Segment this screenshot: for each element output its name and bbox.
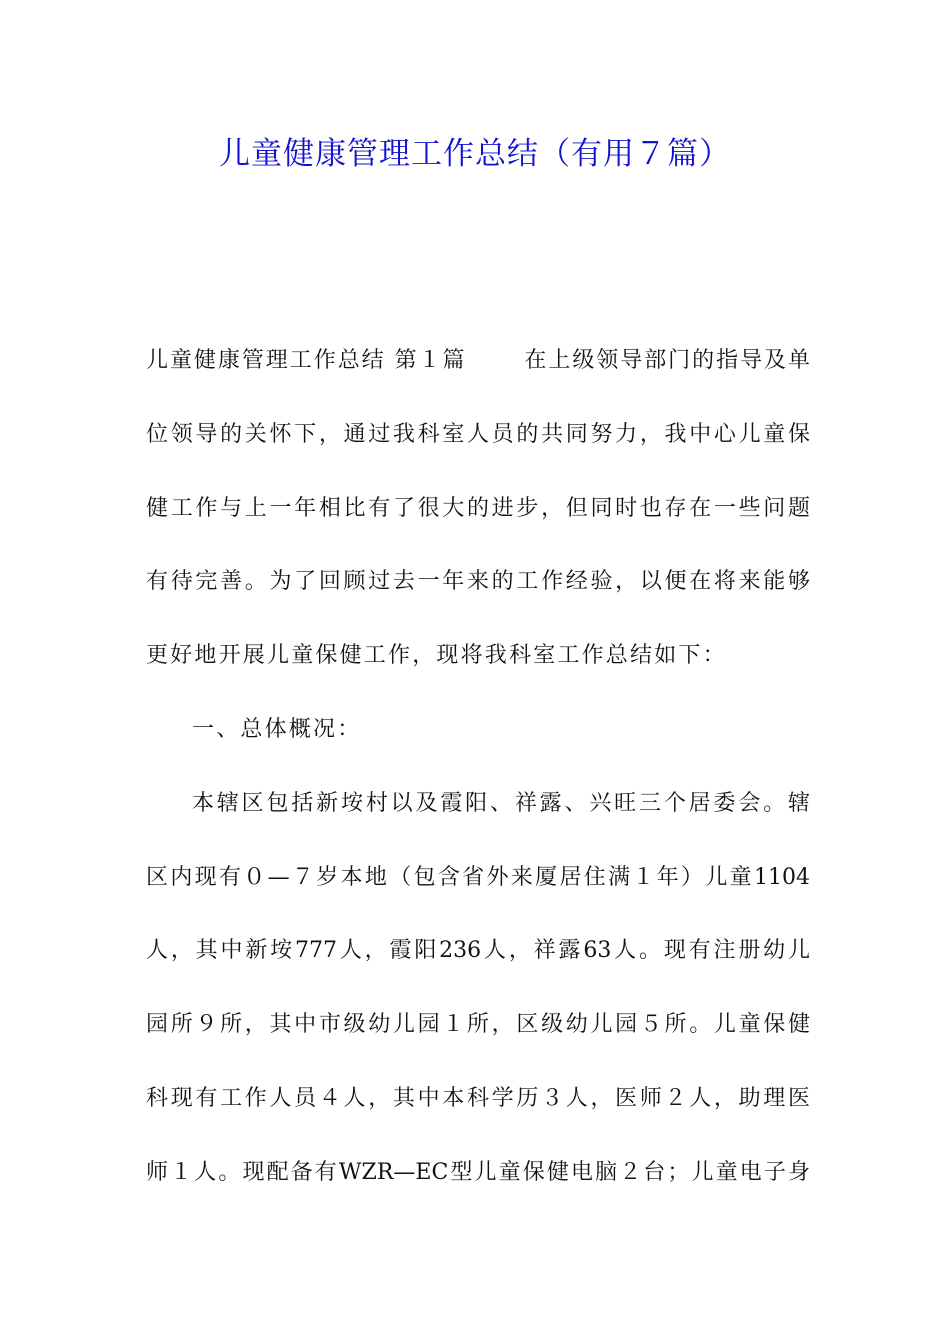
section-heading-overview: 一、总体概况： — [192, 716, 362, 742]
paragraph-line: 科现有工作人员４人，其中本科学历３人，医师２人，助理医 — [146, 1085, 810, 1111]
paragraph-line: 位领导的关怀下，通过我科室人员的共同努力，我中心儿童保 — [146, 421, 810, 447]
paragraph-line: 人，其中新垵777人，霞阳236人，祥露63人。现有注册幼儿 — [146, 938, 810, 964]
paragraph-line — [146, 336, 810, 410]
paragraph-line: 区内现有０—７岁本地（包含省外来厦居住满１年）儿童1104 — [146, 864, 810, 890]
section-heading: 儿童健康管理工作总结 第１篇 — [146, 348, 467, 373]
paragraph-line: 园所９所，其中市级幼儿园１所，区级幼儿园５所。儿童保健 — [146, 1012, 810, 1038]
paragraph-line: 本辖区包括新垵村以及霞阳、祥露、兴旺三个居委会。辖 — [192, 790, 810, 816]
paragraph-line: 更好地开展儿童保健工作，现将我科室工作总结如下： — [146, 643, 727, 669]
document-title: 儿童健康管理工作总结（有用７篇） — [219, 136, 731, 172]
paragraph-line: 师１人。现配备有WZR—EC型儿童保健电脑２台；儿童电子身 — [146, 1159, 810, 1185]
document-body — [146, 336, 810, 1222]
paragraph-text: 在上级领导部门的指导及单 — [522, 348, 810, 373]
paragraph-line: 有待完善。为了回顾过去一年来的工作经验，以便在将来能够 — [146, 569, 810, 595]
paragraph-line: 健工作与上一年相比有了很大的进步，但同时也存在一些问题 — [146, 495, 810, 521]
